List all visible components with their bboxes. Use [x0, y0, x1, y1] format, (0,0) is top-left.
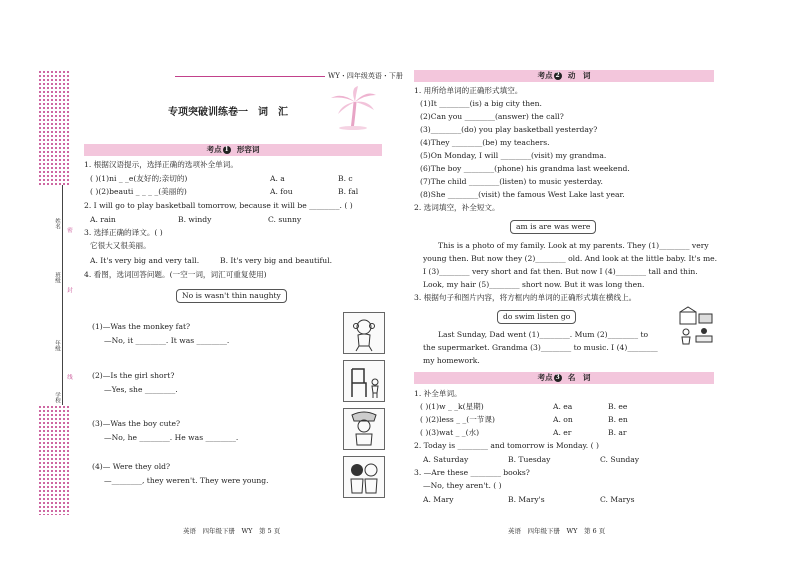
q4-item-2-q: (2)—Is the girl short? — [92, 371, 175, 380]
v1-item-8: (8)She ________(visit) the famous West Lake last year. — [420, 190, 625, 199]
n1-item-1-opt-a: A. ea — [553, 402, 573, 411]
boy-icon — [344, 409, 384, 449]
n1-item-3-opt-a: A. er — [553, 428, 572, 437]
binding-line-1 — [62, 185, 63, 405]
q2-opt-c: C. sunny — [268, 215, 302, 224]
q4-item-3-a: —No, he ________. He was ________. — [104, 433, 239, 442]
side-label-class: 班级 — [54, 272, 60, 283]
v1-item-6: (6)The boy ________(phone) his grandma last weekend. — [420, 164, 630, 173]
q4-word-box: No is wasn't thin naughty — [176, 289, 287, 303]
q4-title: 4. 看图，选词回答问题。(一空一词，词汇可重复使用) — [84, 270, 267, 279]
q4-item-4-q: (4)— Were they old? — [92, 462, 171, 471]
q1-title: 1. 根据汉语提示，选择正确的选项补全单词。 — [84, 160, 238, 169]
n2-opt-a: A. Saturday — [423, 455, 469, 464]
q4-item-1-q: (1)—Was the monkey fat? — [92, 322, 191, 331]
v3-line-2: the supermarket. Grandma (3)________ to music. I (4)________ — [423, 343, 658, 352]
q4-item-1-a: —No, it ________. It was ________. — [104, 336, 230, 345]
right-footer: 英语 四年级下册 WY 第 6 页 — [508, 527, 606, 535]
section-nouns: 考点 3 名 词 — [414, 372, 714, 384]
v1-item-2: (2)Can you ________(answer) the call? — [420, 112, 564, 121]
n1-title: 1. 补全单词。 — [414, 389, 462, 398]
monkey-picture — [343, 312, 385, 354]
v1-item-1: (1)It ________(is) a big city then. — [420, 99, 542, 108]
q4-item-3-q: (3)—Was the boy cute? — [92, 419, 181, 428]
n2-opt-c: C. Sunday — [600, 455, 640, 464]
left-dotted-border-bottom — [38, 405, 70, 515]
n1-item-1: ( )(1)w _ _k(星期) — [420, 402, 484, 411]
q3-title: 3. 选择正确的译文。( ) — [84, 228, 163, 237]
n3-opt-c: C. Marys — [600, 495, 635, 504]
v2-line-3: I (3)________ very short and fat then. But now I (4)________ tall and thin. — [423, 267, 698, 276]
palm-tree-icon — [328, 86, 378, 130]
side-mark-2: 封 — [67, 288, 73, 294]
family-activity-icon — [676, 306, 716, 346]
q2-title: 2. I will go to play basketball tomorrow, because it will be ________. ( ) — [84, 201, 353, 210]
v3-line-3: my homework. — [423, 356, 480, 365]
left-dotted-border-top — [38, 70, 70, 185]
v2-title: 2. 选词填空，补全短文。 — [414, 203, 500, 212]
q2-opt-b: B. windy — [178, 215, 212, 224]
v2-line-1: This is a photo of my family. Look at my parents. They (1)________ very — [438, 241, 709, 250]
section-verbs: 考点 2 动 词 — [414, 70, 714, 82]
n2-opt-b: B. Tuesday — [508, 455, 551, 464]
children-icon — [344, 457, 384, 497]
side-mark-3: 线 — [67, 375, 73, 381]
v3-line-1: Last Sunday, Dad went (1)________. Mum (2)________ to — [438, 330, 649, 339]
n2-title: 2. Today is ________ and tomorrow is Monday. ( ) — [414, 441, 599, 450]
side-label-name: 姓名 — [54, 218, 60, 229]
n1-item-2-opt-a: A. on — [553, 415, 573, 424]
n3-sub: —No, they aren't. ( ) — [423, 481, 502, 490]
left-footer: 英语 四年级下册 WY 第 5 页 — [183, 527, 281, 535]
v3-word-box: do swim listen go — [497, 310, 576, 324]
q1-item-1-opt-a: A. a — [270, 174, 285, 183]
v1-item-4: (4)They ________(be) my teachers. — [420, 138, 550, 147]
n1-item-1-opt-b: B. ee — [608, 402, 628, 411]
q3-opt-b: B. It's very big and beautiful. — [220, 256, 333, 265]
girl-chair-picture — [343, 360, 385, 402]
v1-item-3: (3)________(do) you play basketball yesterday? — [420, 125, 598, 134]
n1-item-3: ( )(3)wat _ _(水) — [420, 428, 480, 437]
q1-item-2-opt-b: B. fal — [338, 187, 359, 196]
header-rule — [175, 76, 325, 77]
monkey-icon — [344, 313, 384, 353]
n1-item-3-opt-b: B. ar — [608, 428, 627, 437]
q4-item-4-a: —________, they weren't. They were young. — [104, 476, 269, 485]
n1-item-2-opt-b: B. en — [608, 415, 628, 424]
side-label-grade: 年级 — [54, 340, 60, 351]
n1-item-2: ( )(2)less _ _(一节课) — [420, 415, 495, 424]
section-adjectives: 考点 1 形容词 — [84, 144, 382, 156]
n3-opt-b: B. Mary's — [508, 495, 545, 504]
q1-item-2: ( )(2)beauti _ _ _ _(美丽的) — [90, 187, 187, 196]
side-label-school: 学校 — [54, 392, 60, 403]
couple-picture — [343, 456, 385, 498]
header-tag: WY・四年级英语・下册 — [328, 72, 403, 80]
v2-line-2: young then. But now they (2)________ old. And look at the little baby. It's me. — [423, 254, 718, 263]
boy-picture — [343, 408, 385, 450]
v1-item-5: (5)On Monday, I will ________(visit) my grandma. — [420, 151, 607, 160]
q3-sub: 它很大又很美丽。 — [90, 241, 151, 250]
q1-item-1-opt-b: B. c — [338, 174, 353, 183]
q1-item-2-opt-a: A. fou — [270, 187, 293, 196]
q2-opt-a: A. rain — [90, 215, 116, 224]
page-title: 专项突破训练卷一 词 汇 — [168, 107, 288, 118]
v1-item-7: (7)The child ________(listen) to music yesterday. — [420, 177, 603, 186]
n3-opt-a: A. Mary — [423, 495, 454, 504]
v3-title: 3. 根据句子和图片内容，将方框内的单词的正确形式填在横线上。 — [414, 293, 637, 302]
q3-opt-a: A. It's very big and very tall. — [90, 256, 200, 265]
n3-title: 3. —Are these ________ books? — [414, 468, 530, 477]
q4-item-2-a: —Yes, she ________. — [104, 385, 178, 394]
chair-girl-icon — [344, 361, 384, 401]
v2-word-box: am is are was were — [510, 220, 596, 234]
side-mark-1: 密 — [67, 228, 73, 234]
v1-title: 1. 用所给单词的正确形式填空。 — [414, 86, 523, 95]
q1-item-1: ( )(1)ni _ _e(友好的;亲切的) — [90, 174, 188, 183]
family-activity-picture — [676, 306, 716, 346]
v2-line-4: Look, my hair (5)________ short now. But it was long then. — [423, 280, 645, 289]
